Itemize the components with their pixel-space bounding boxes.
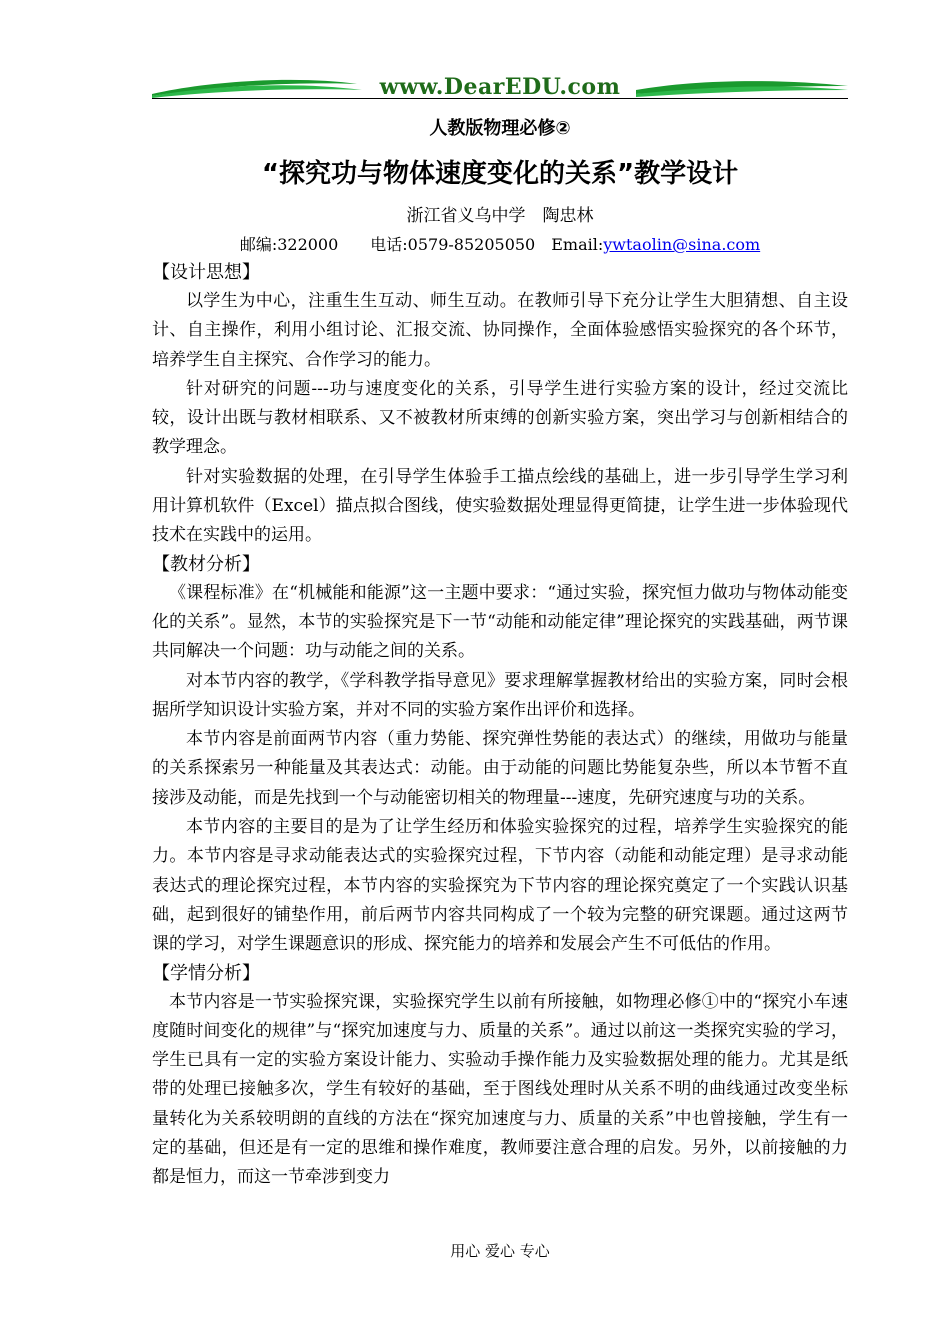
paragraph: 本节内容的主要目的是为了让学生经历和体验实验探究的过程，培养学生实验探究的能力。本节内容是寻求动能表达式的实验探究过程，下节内容（动能和动能定理）是寻求动能表达式的理论探究过程，本节内容的实验探究为下节内容的理论探究奠定了一个实践认识基础，起到很好的铺垫作用，前后两节内容共同构成了一个较为完整的研究课题。通过这两节课的学习，对学生课题意识的形成、探究能力的培养和发展会产生不可低估的作用。 <box>152 817 848 955</box>
author-line: 浙江省义乌中学 陶忠林 <box>406 206 594 226</box>
contact-line <box>152 233 848 257</box>
paragraph: 以学生为中心，注重生生互动、师生互动。在教师引导下充分让学生大胆猜想、自主设计、自主操作，利用小组讨论、汇报交流、协同操作，全面体验感悟实验探究的各个环节，培养学生自主探究、合作学习的能力。 <box>152 291 848 370</box>
contact-prefix: 邮编:322000 电话:0579-85205050 Email: <box>239 235 604 254</box>
document-body <box>152 259 848 1193</box>
paragraph: 针对实验数据的处理，在引导学生体验手工描点绘线的基础上，进一步引导学生学习利用计算机软件（Excel）描点拟合图线，使实验数据处理显得更简捷，让学生进一步体验现代技术在实践中的运用。 <box>152 466 848 546</box>
email-link[interactable]: ywtaolin@sina.com <box>603 235 761 254</box>
page-footer: 用心 爱心 专心 <box>450 1242 550 1260</box>
left-swoosh-shade-icon <box>152 85 362 98</box>
paragraph: 《课程标准》在“机械能和能源”这一主题中要求：“通过实验，探究恒力做功与物体动能变化的关系”。显然，本节的实验探究是下一节“动能和动能定律”理论探究的实践基础，两节课共同解决一个问题：功与动能之间的关系。 <box>152 582 848 662</box>
header-rule <box>152 98 848 99</box>
section-heading: 【教材分析】 <box>152 553 260 575</box>
document-title: “探究功与物体速度变化的关系”教学设计 <box>261 159 739 189</box>
paragraph: 针对研究的问题---功与速度变化的关系，引导学生进行实验方案的设计，经过交流比较，设计出既与教材相联系、又不被教材所束缚的创新实验方案，突出学习与创新相结合的教学理念。 <box>152 378 848 458</box>
paragraph: 对本节内容的教学，《学科教学指导意见》要求理解掌握教材给出的实验方案，同时会根据所学知识设计实验方案，并对不同的实验方案作出评价和选择。 <box>152 670 848 720</box>
section-design-thought <box>152 259 848 551</box>
paragraph: 本节内容是一节实验探究课，实验探究学生以前有所接触，如物理必修①中的“探究小车速度随时间变化的规律”与“探究加速度与力、质量的关系”。通过以前这一类探究实验的学习，学生已具有一定的实验方案设计能力、实验动手操作能力及实验数据处理的能力。尤其是纸带的处理已接触多次，学生有较好的基础，至于图线处理时从关系不明的曲线通过改变坐标量转化为关系较明朗的直线的方法在“探究加速度与力、质量的关系”中也曾接触，学生有一定的基础，但还是有一定的思维和操作难度，教师要注意合理的启发。另外，以前接触的力都是恒力，而这一节牵涉到变力 <box>152 991 848 1188</box>
site-logo-text: www.DearEDU.com <box>379 74 621 100</box>
document-subtitle: 人教版物理必修② <box>429 118 571 139</box>
section-heading: 【学情分析】 <box>152 962 260 984</box>
section-heading: 【设计思想】 <box>152 262 260 283</box>
section-student-analysis <box>152 960 848 1193</box>
paragraph: 本节内容是前面两节内容（重力势能、探究弹性势能的表达式）的继续，用做功与能量的关系探索另一种能量及其表达式：动能。由于动能的问题比势能复杂些，所以本节暂不直接涉及动能，而是先找到一个与动能密切相关的物理量---速度，先研究速度与功的关系。 <box>152 729 848 808</box>
section-textbook-analysis <box>152 551 848 960</box>
